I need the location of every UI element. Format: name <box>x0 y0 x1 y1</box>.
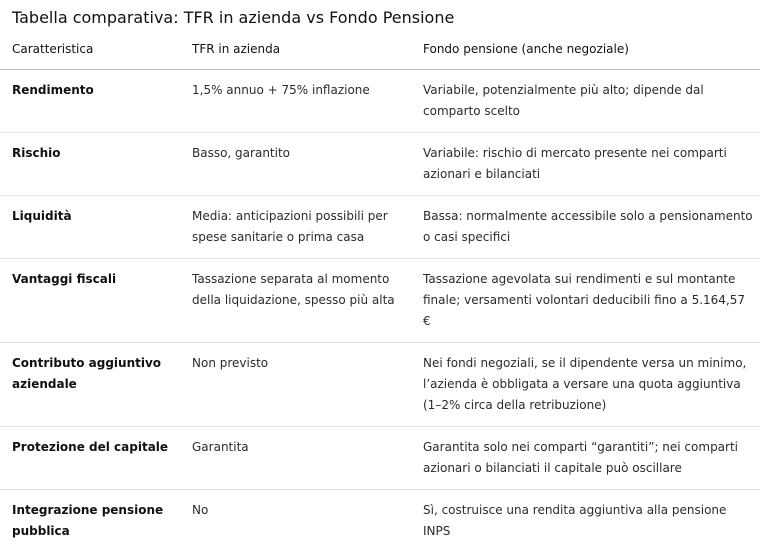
header-fondo: Fondo pensione (anche negoziale) <box>411 30 760 70</box>
table-header <box>0 30 760 70</box>
table-row <box>0 259 760 343</box>
row-fondo-value: Variabile, potenzialmente più alto; dipende dal comparto scelto <box>411 70 760 133</box>
row-tfr-value: Non previsto <box>180 343 411 427</box>
comparison-table <box>0 30 760 552</box>
header-tfr: TFR in azienda <box>180 30 411 70</box>
page-title: Tabella comparativa: TFR in azienda vs Fondo Pensione <box>12 8 454 28</box>
row-fondo-value: Bassa: normalmente accessibile solo a pensionamento o casi specifici <box>411 196 760 259</box>
row-feature: Vantaggi fiscali <box>0 259 180 343</box>
row-fondo-value: Variabile: rischio di mercato presente nei comparti azionari e bilanciati <box>411 133 760 196</box>
row-tfr-value: 1,5% annuo + 75% inflazione <box>180 70 411 133</box>
table-body <box>0 70 760 552</box>
table-row <box>0 70 760 133</box>
row-tfr-value: Tassazione separata al momento della liquidazione, spesso più alta <box>180 259 411 343</box>
row-fondo-value: Nei fondi negoziali, se il dipendente versa un minimo, l’azienda è obbligata a versare una quota aggiuntiva (1–2% circa della retribuzione) <box>411 343 760 427</box>
row-feature: Contributo aggiuntivo aziendale <box>0 343 180 427</box>
row-feature: Protezione del capitale <box>0 427 180 490</box>
row-tfr-value: Garantita <box>180 427 411 490</box>
table-row <box>0 343 760 427</box>
row-tfr-value: Basso, garantito <box>180 133 411 196</box>
header-row <box>0 30 760 70</box>
row-fondo-value: Tassazione agevolata sui rendimenti e sul montante finale; versamenti volontari deducibili fino a 5.164,57 € <box>411 259 760 343</box>
table-row <box>0 133 760 196</box>
table-row <box>0 196 760 259</box>
table-row <box>0 427 760 490</box>
row-feature: Rischio <box>0 133 180 196</box>
row-feature: Liquidità <box>0 196 180 259</box>
row-feature: Integrazione pensione pubblica <box>0 490 180 552</box>
row-feature: Rendimento <box>0 70 180 133</box>
table-row <box>0 490 760 552</box>
row-fondo-value: Garantita solo nei comparti “garantiti”; nei comparti azionari o bilanciati il capitale può oscillare <box>411 427 760 490</box>
row-tfr-value: Media: anticipazioni possibili per spese sanitarie o prima casa <box>180 196 411 259</box>
header-caratteristica: Caratteristica <box>0 30 180 70</box>
row-fondo-value: Sì, costruisce una rendita aggiuntiva alla pensione INPS <box>411 490 760 552</box>
row-tfr-value: No <box>180 490 411 552</box>
